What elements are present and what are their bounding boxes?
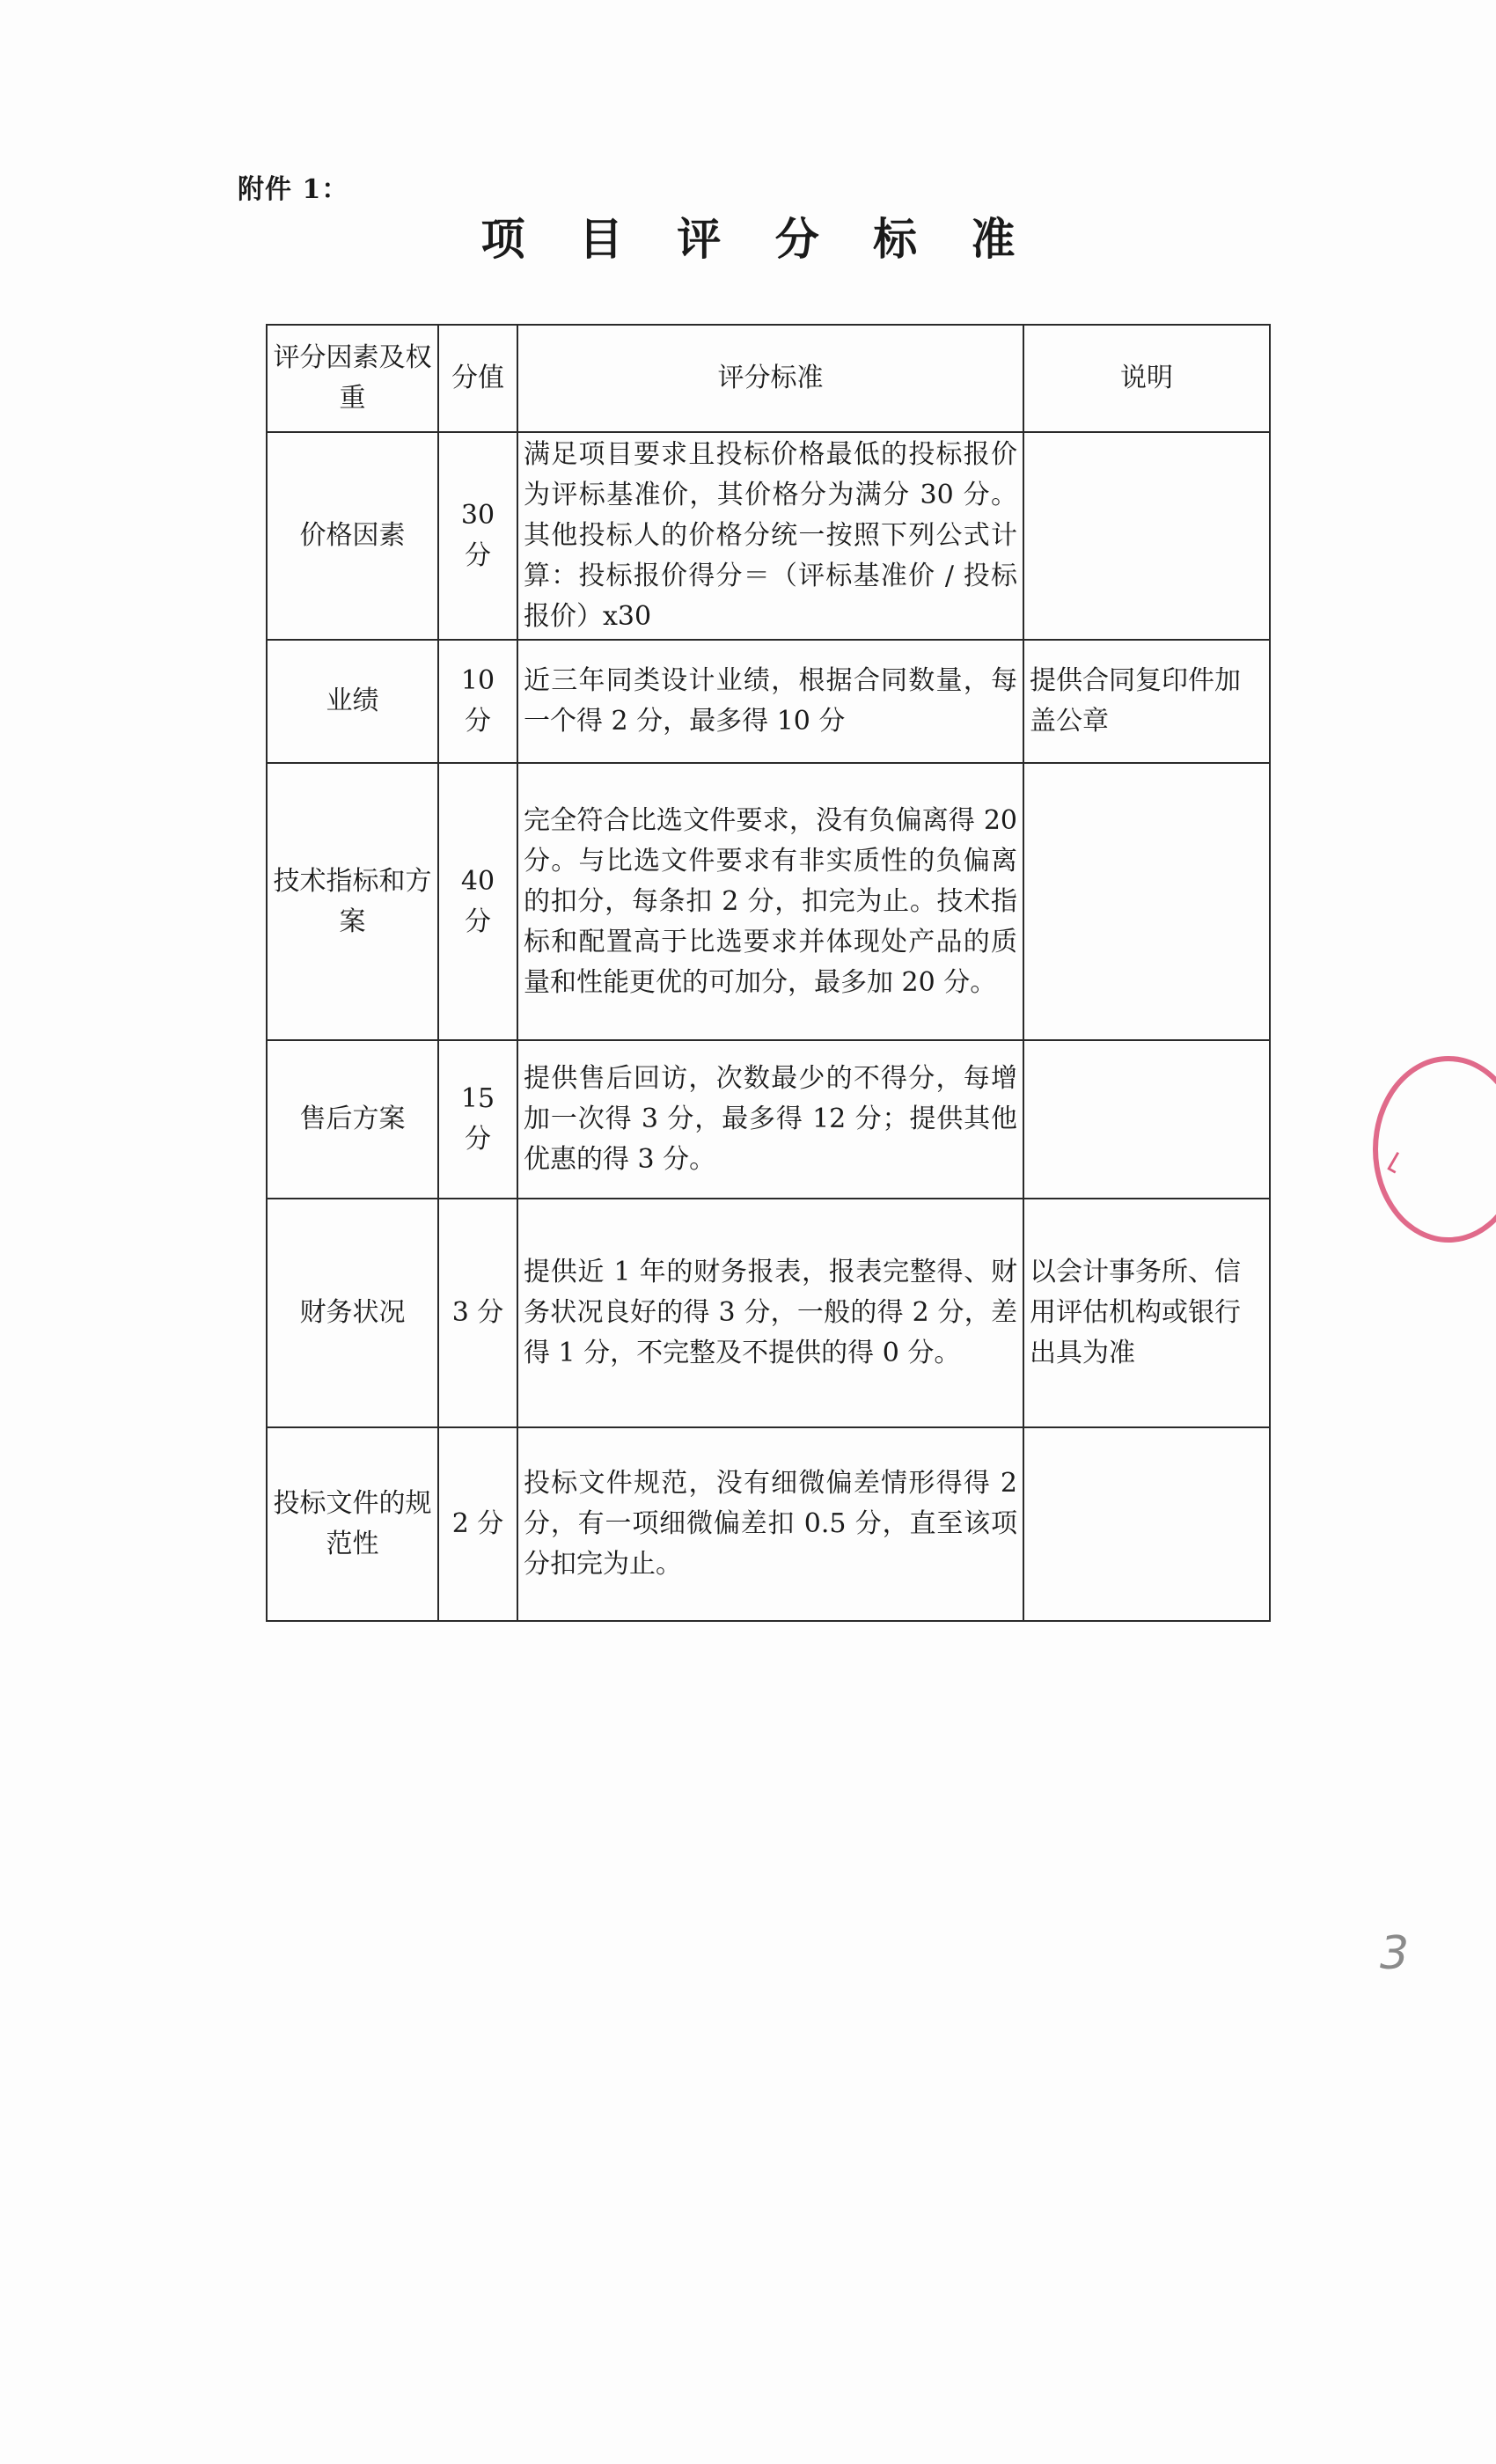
table-header-row xyxy=(267,325,1270,432)
table-row xyxy=(267,763,1270,1040)
header-factor: 评分因素及权重 xyxy=(267,325,438,432)
row-score: 30 分 xyxy=(438,432,517,640)
row-score: 3 分 xyxy=(438,1199,517,1427)
row-note: 以会计事务所、信用评估机构或银行出具为准 xyxy=(1023,1199,1270,1427)
row-criteria: 近三年同类设计业绩，根据合同数量，每一个得 2 分，最多得 10 分 xyxy=(517,640,1023,763)
row-note xyxy=(1023,1040,1270,1199)
attachment-label: 附件 1： xyxy=(238,174,349,205)
row-criteria: 投标文件规范，没有细微偏差情形得得 2 分，有一项细微偏差扣 0.5 分，直至该项分扣完为止。 xyxy=(517,1427,1023,1621)
table-row xyxy=(267,1040,1270,1199)
page-number: 3 xyxy=(1380,1927,1410,1980)
row-score: 15 分 xyxy=(438,1040,517,1199)
row-factor: 财务状况 xyxy=(267,1199,438,1427)
row-score: 40 分 xyxy=(438,763,517,1040)
header-note: 说明 xyxy=(1023,325,1270,432)
row-factor: 业绩 xyxy=(267,640,438,763)
row-criteria: 满足项目要求且投标价格最低的投标报价为评标基准价，其价格分为满分 30 分。其他投标人的价格分统一按照下列公式计算：投标报价得分＝（评标基准价 / 投标报价）x30 xyxy=(517,432,1023,640)
page-title: 项 目 评 分 标 准 xyxy=(480,213,1035,265)
row-factor: 价格因素 xyxy=(267,432,438,640)
row-criteria: 提供近 1 年的财务报表，报表完整得、财务状况良好的得 3 分，一般的得 2 分，差得 1 分，不完整及不提供的得 0 分。 xyxy=(517,1199,1023,1427)
row-note xyxy=(1023,432,1270,640)
header-criteria: 评分标准 xyxy=(517,325,1023,432)
row-factor: 技术指标和方案 xyxy=(267,763,438,1040)
table-row xyxy=(267,1199,1270,1427)
row-score: 2 分 xyxy=(438,1427,517,1621)
row-note xyxy=(1023,763,1270,1040)
row-factor: 售后方案 xyxy=(267,1040,438,1199)
row-criteria: 提供售后回访，次数最少的不得分，每增加一次得 3 分，最多得 12 分；提供其他优惠的得 3 分。 xyxy=(517,1040,1023,1199)
row-note: 提供合同复印件加盖公章 xyxy=(1023,640,1270,763)
row-score: 10 分 xyxy=(438,640,517,763)
row-note xyxy=(1023,1427,1270,1621)
table-row xyxy=(267,432,1270,640)
scoring-table xyxy=(266,324,1271,1622)
row-criteria: 完全符合比选文件要求，没有负偏离得 20 分。与比选文件要求有非实质性的负偏离的扣分，每条扣 2 分，扣完为止。技术指标和配置高于比选要求并体现处产品的质量和性能更优的可加分，最多加 20 分。 xyxy=(517,763,1023,1040)
header-score: 分值 xyxy=(438,325,517,432)
table-row xyxy=(267,1427,1270,1621)
row-factor: 投标文件的规范性 xyxy=(267,1427,438,1621)
table-row xyxy=(267,640,1270,763)
seal-mark: ⌐ xyxy=(1372,1141,1418,1183)
